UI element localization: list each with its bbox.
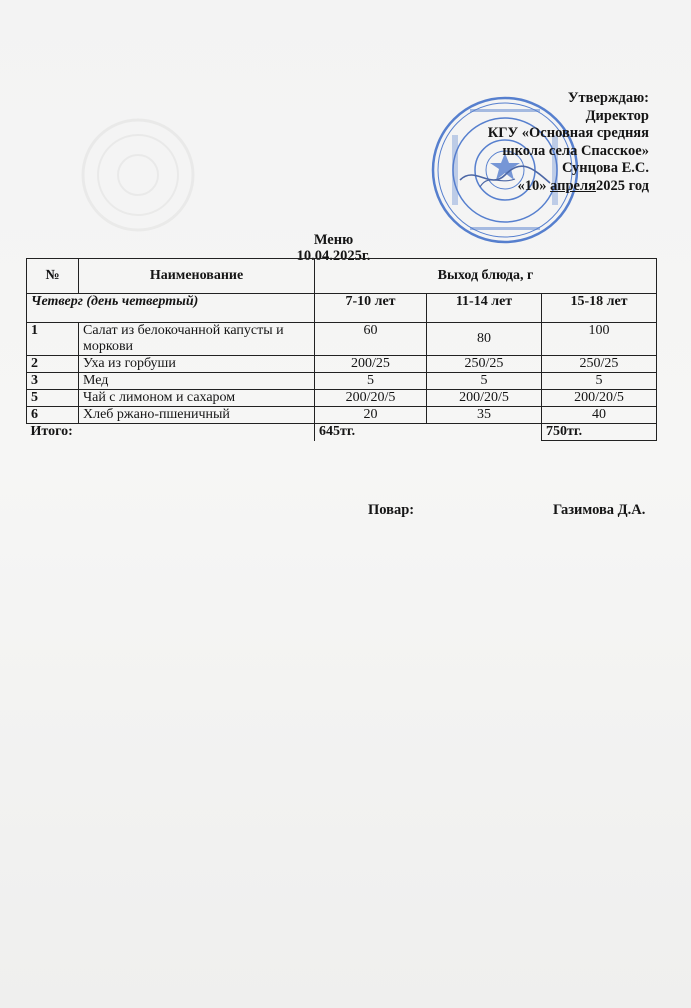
day-row (27, 294, 657, 323)
approval-date: «10» апреля2025 год (517, 177, 649, 194)
row-num: 5 (27, 390, 79, 407)
row-yield-11-14: 35 (427, 407, 542, 424)
row-yield-15-18: 200/20/5 (542, 390, 657, 407)
faint-stamp-imprint (78, 115, 198, 235)
header-row (27, 259, 657, 294)
row-yield-15-18: 100 (542, 323, 657, 356)
header-yield: Выход блюда, г (315, 259, 657, 294)
table-row (27, 373, 657, 390)
age-group-3: 15-18 лет (542, 294, 657, 323)
approval-line-5: Сунцова Е.С. (561, 160, 649, 176)
total-row (27, 424, 657, 441)
total-price-2: 750тг. (542, 424, 657, 441)
row-yield-7-10: 5 (315, 373, 427, 390)
row-num: 1 (27, 323, 79, 356)
table-row (27, 323, 657, 356)
row-yield-7-10: 20 (315, 407, 427, 424)
day-label: Четверг (день четвертый) (27, 294, 315, 323)
row-dish-name: Уха из горбуши (79, 356, 315, 373)
row-num: 2 (27, 356, 79, 373)
approval-block (488, 90, 649, 195)
row-yield-7-10: 200/25 (315, 356, 427, 373)
row-num: 6 (27, 407, 79, 424)
approval-line-1: Утверждаю: (567, 90, 649, 106)
approval-line-2: Директор (585, 107, 649, 124)
row-yield-7-10: 200/20/5 (315, 390, 427, 407)
age-group-2: 11-14 лет (427, 294, 542, 323)
age-group-1: 7-10 лет (315, 294, 427, 323)
approval-date-day: 10 (524, 177, 540, 194)
row-dish-name: Салат из белокочанной капусты и моркови (79, 323, 315, 356)
row-yield-15-18: 5 (542, 373, 657, 390)
row-yield-11-14: 250/25 (427, 356, 542, 373)
cook-label: Повар: (368, 502, 415, 518)
row-yield-7-10: 60 (315, 323, 427, 356)
row-num: 3 (27, 373, 79, 390)
row-dish-name: Мед (79, 373, 315, 390)
total-price-1: 645тг. (315, 424, 542, 441)
header-num: № (27, 259, 79, 294)
table-row (27, 356, 657, 373)
row-dish-name: Хлеб ржано-пшеничный (79, 407, 315, 424)
menu-table (26, 258, 657, 441)
row-yield-15-18: 250/25 (542, 356, 657, 373)
title-menu: Меню (313, 232, 354, 248)
row-yield-11-14: 5 (427, 373, 542, 390)
title-date: 10.04.2025г. (296, 248, 371, 264)
cook-name: Газимова Д.А. (553, 502, 646, 518)
row-yield-11-14: 80 (427, 323, 542, 356)
row-yield-11-14: 200/20/5 (427, 390, 542, 407)
approval-line-3: КГУ «Основная средняя (487, 125, 649, 141)
row-dish-name: Чай с лимоном и сахаром (79, 390, 315, 407)
approval-date-month: апреля (550, 177, 596, 194)
approval-line-4: школа села Спасское» (502, 142, 649, 159)
total-label: Итого: (27, 424, 315, 441)
row-yield-15-18: 40 (542, 407, 657, 424)
header-name: Наименование (79, 259, 315, 294)
table-row (27, 390, 657, 407)
table-row (27, 407, 657, 424)
